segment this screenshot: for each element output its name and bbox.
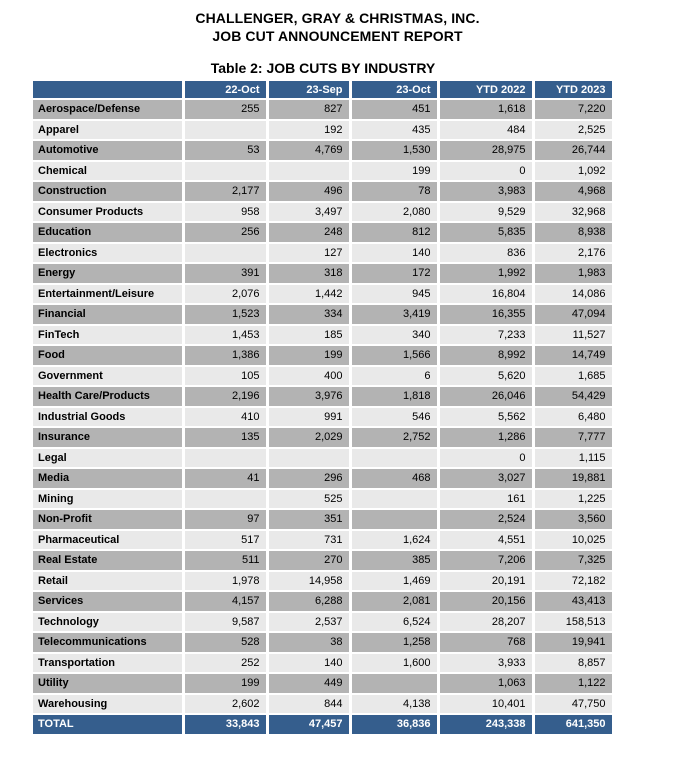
industry-cell: Financial xyxy=(33,304,183,325)
value-cell: 3,419 xyxy=(350,304,438,325)
value-cell xyxy=(183,489,267,510)
value-cell: 334 xyxy=(267,304,350,325)
value-cell: 4,138 xyxy=(350,694,438,715)
value-cell: 1,386 xyxy=(183,345,267,366)
value-cell: 11,527 xyxy=(533,325,613,346)
value-cell: 256 xyxy=(183,222,267,243)
value-cell: 28,207 xyxy=(438,612,533,633)
value-cell: 32,968 xyxy=(533,202,613,223)
value-cell: 26,744 xyxy=(533,140,613,161)
value-cell: 10,025 xyxy=(533,530,613,551)
industry-cell: Education xyxy=(33,222,183,243)
value-cell: 7,206 xyxy=(438,550,533,571)
table-row xyxy=(33,632,613,653)
value-cell: 1,286 xyxy=(438,427,533,448)
value-cell: 731 xyxy=(267,530,350,551)
value-cell: 199 xyxy=(267,345,350,366)
table-row xyxy=(33,243,613,264)
value-cell: 1,258 xyxy=(350,632,438,653)
value-cell: 140 xyxy=(267,653,350,674)
value-cell: 3,976 xyxy=(267,386,350,407)
value-cell: 6,480 xyxy=(533,407,613,428)
value-cell: 1,818 xyxy=(350,386,438,407)
value-cell: 449 xyxy=(267,673,350,694)
value-cell: 318 xyxy=(267,263,350,284)
value-cell: 528 xyxy=(183,632,267,653)
table-row xyxy=(33,489,613,510)
value-cell: 812 xyxy=(350,222,438,243)
value-cell: 1,063 xyxy=(438,673,533,694)
value-cell: 4,968 xyxy=(533,181,613,202)
table-row xyxy=(33,530,613,551)
value-cell: 945 xyxy=(350,284,438,305)
value-cell: 1,992 xyxy=(438,263,533,284)
value-cell: 991 xyxy=(267,407,350,428)
industry-cell: Entertainment/Leisure xyxy=(33,284,183,305)
value-cell: 511 xyxy=(183,550,267,571)
value-cell: 0 xyxy=(438,448,533,469)
value-cell: 2,525 xyxy=(533,120,613,141)
value-cell: 400 xyxy=(267,366,350,387)
industry-cell: Consumer Products xyxy=(33,202,183,223)
value-cell: 14,749 xyxy=(533,345,613,366)
value-cell: 546 xyxy=(350,407,438,428)
table-row xyxy=(33,140,613,161)
table-row xyxy=(33,325,613,346)
value-cell: 270 xyxy=(267,550,350,571)
value-cell: 158,513 xyxy=(533,612,613,633)
value-cell: 1,624 xyxy=(350,530,438,551)
table-header-row xyxy=(33,81,613,99)
value-cell: 3,560 xyxy=(533,509,613,530)
value-cell: 8,992 xyxy=(438,345,533,366)
value-cell: 72,182 xyxy=(533,571,613,592)
value-cell: 2,524 xyxy=(438,509,533,530)
value-cell: 20,156 xyxy=(438,591,533,612)
industry-cell: Retail xyxy=(33,571,183,592)
value-cell: 14,086 xyxy=(533,284,613,305)
value-cell: 1,469 xyxy=(350,571,438,592)
table-row xyxy=(33,304,613,325)
value-cell: 1,600 xyxy=(350,653,438,674)
value-cell: 9,529 xyxy=(438,202,533,223)
column-header-23-sep: 23-Sep xyxy=(267,81,350,99)
value-cell: 827 xyxy=(267,99,350,120)
table-row xyxy=(33,591,613,612)
value-cell: 1,983 xyxy=(533,263,613,284)
value-cell: 836 xyxy=(438,243,533,264)
column-header-industry xyxy=(33,81,183,99)
value-cell: 468 xyxy=(350,468,438,489)
value-cell: 9,587 xyxy=(183,612,267,633)
industry-cell: Non-Profit xyxy=(33,509,183,530)
total-label: TOTAL xyxy=(33,714,183,735)
industry-cell: Utility xyxy=(33,673,183,694)
total-row xyxy=(33,714,613,735)
industry-cell: Legal xyxy=(33,448,183,469)
value-cell xyxy=(183,120,267,141)
value-cell: 19,881 xyxy=(533,468,613,489)
value-cell: 296 xyxy=(267,468,350,489)
value-cell: 340 xyxy=(350,325,438,346)
value-cell: 78 xyxy=(350,181,438,202)
total-value-23-sep: 47,457 xyxy=(267,714,350,735)
value-cell: 2,602 xyxy=(183,694,267,715)
value-cell: 1,523 xyxy=(183,304,267,325)
table-row xyxy=(33,407,613,428)
industry-cell: Industrial Goods xyxy=(33,407,183,428)
value-cell: 19,941 xyxy=(533,632,613,653)
job-cuts-by-industry-table xyxy=(33,81,615,736)
value-cell: 496 xyxy=(267,181,350,202)
value-cell: 140 xyxy=(350,243,438,264)
table-row xyxy=(33,653,613,674)
value-cell: 10,401 xyxy=(438,694,533,715)
table-row xyxy=(33,386,613,407)
value-cell: 435 xyxy=(350,120,438,141)
industry-cell: Automotive xyxy=(33,140,183,161)
value-cell: 1,225 xyxy=(533,489,613,510)
value-cell: 4,769 xyxy=(267,140,350,161)
value-cell: 2,080 xyxy=(350,202,438,223)
value-cell: 2,177 xyxy=(183,181,267,202)
table-row xyxy=(33,612,613,633)
value-cell: 199 xyxy=(350,161,438,182)
column-header-ytd-2022: YTD 2022 xyxy=(438,81,533,99)
value-cell: 7,325 xyxy=(533,550,613,571)
table-row xyxy=(33,99,613,120)
value-cell xyxy=(350,489,438,510)
table-row xyxy=(33,202,613,223)
industry-cell: Services xyxy=(33,591,183,612)
industry-cell: Technology xyxy=(33,612,183,633)
column-header-23-oct: 23-Oct xyxy=(350,81,438,99)
value-cell: 1,115 xyxy=(533,448,613,469)
value-cell: 161 xyxy=(438,489,533,510)
value-cell: 1,122 xyxy=(533,673,613,694)
industry-cell: Electronics xyxy=(33,243,183,264)
table-row xyxy=(33,571,613,592)
total-value-ytd-2023: 641,350 xyxy=(533,714,613,735)
value-cell: 38 xyxy=(267,632,350,653)
value-cell: 53 xyxy=(183,140,267,161)
value-cell: 105 xyxy=(183,366,267,387)
value-cell: 5,835 xyxy=(438,222,533,243)
table-row xyxy=(33,550,613,571)
industry-cell: Transportation xyxy=(33,653,183,674)
industry-cell: Food xyxy=(33,345,183,366)
table-row xyxy=(33,284,613,305)
value-cell: 844 xyxy=(267,694,350,715)
value-cell: 1,978 xyxy=(183,571,267,592)
table-row xyxy=(33,694,613,715)
value-cell: 2,076 xyxy=(183,284,267,305)
value-cell: 248 xyxy=(267,222,350,243)
value-cell: 28,975 xyxy=(438,140,533,161)
value-cell: 192 xyxy=(267,120,350,141)
value-cell: 351 xyxy=(267,509,350,530)
value-cell xyxy=(267,161,350,182)
column-header-22-oct: 22-Oct xyxy=(183,81,267,99)
value-cell: 8,857 xyxy=(533,653,613,674)
value-cell: 5,562 xyxy=(438,407,533,428)
value-cell: 26,046 xyxy=(438,386,533,407)
value-cell: 43,413 xyxy=(533,591,613,612)
value-cell: 958 xyxy=(183,202,267,223)
value-cell xyxy=(183,448,267,469)
value-cell: 1,453 xyxy=(183,325,267,346)
company-title: CHALLENGER, GRAY & CHRISTMAS, INC. xyxy=(195,10,480,26)
value-cell: 517 xyxy=(183,530,267,551)
value-cell: 451 xyxy=(350,99,438,120)
value-cell: 484 xyxy=(438,120,533,141)
value-cell: 1,685 xyxy=(533,366,613,387)
industry-cell: Real Estate xyxy=(33,550,183,571)
table-title: Table 2: JOB CUTS BY INDUSTRY xyxy=(210,60,436,76)
industry-cell: Health Care/Products xyxy=(33,386,183,407)
industry-cell: Energy xyxy=(33,263,183,284)
value-cell: 47,750 xyxy=(533,694,613,715)
value-cell: 2,752 xyxy=(350,427,438,448)
value-cell: 252 xyxy=(183,653,267,674)
value-cell: 525 xyxy=(267,489,350,510)
industry-cell: Chemical xyxy=(33,161,183,182)
industry-cell: Aerospace/Defense xyxy=(33,99,183,120)
industry-table-section xyxy=(33,60,613,736)
table-row xyxy=(33,345,613,366)
value-cell: 47,094 xyxy=(533,304,613,325)
report-title: JOB CUT ANNOUNCEMENT REPORT xyxy=(212,28,463,44)
table-body xyxy=(33,99,613,714)
value-cell: 1,618 xyxy=(438,99,533,120)
value-cell: 16,355 xyxy=(438,304,533,325)
table-row xyxy=(33,366,613,387)
value-cell: 7,233 xyxy=(438,325,533,346)
table-row xyxy=(33,120,613,141)
value-cell xyxy=(350,673,438,694)
value-cell: 1,530 xyxy=(350,140,438,161)
industry-cell: Government xyxy=(33,366,183,387)
industry-cell: Media xyxy=(33,468,183,489)
value-cell: 3,497 xyxy=(267,202,350,223)
table-row xyxy=(33,181,613,202)
value-cell: 97 xyxy=(183,509,267,530)
value-cell: 1,566 xyxy=(350,345,438,366)
table-row xyxy=(33,448,613,469)
value-cell: 768 xyxy=(438,632,533,653)
value-cell: 127 xyxy=(267,243,350,264)
value-cell: 2,029 xyxy=(267,427,350,448)
value-cell: 135 xyxy=(183,427,267,448)
value-cell: 54,429 xyxy=(533,386,613,407)
total-value-ytd-2022: 243,338 xyxy=(438,714,533,735)
value-cell: 8,938 xyxy=(533,222,613,243)
value-cell: 14,958 xyxy=(267,571,350,592)
value-cell: 20,191 xyxy=(438,571,533,592)
value-cell: 1,442 xyxy=(267,284,350,305)
value-cell: 6,288 xyxy=(267,591,350,612)
value-cell: 41 xyxy=(183,468,267,489)
value-cell: 4,157 xyxy=(183,591,267,612)
value-cell xyxy=(350,448,438,469)
value-cell xyxy=(183,243,267,264)
value-cell: 172 xyxy=(350,263,438,284)
total-value-22-oct: 33,843 xyxy=(183,714,267,735)
value-cell: 3,933 xyxy=(438,653,533,674)
value-cell: 6 xyxy=(350,366,438,387)
value-cell: 2,537 xyxy=(267,612,350,633)
value-cell: 255 xyxy=(183,99,267,120)
value-cell xyxy=(350,509,438,530)
value-cell xyxy=(183,161,267,182)
value-cell: 391 xyxy=(183,263,267,284)
value-cell: 3,983 xyxy=(438,181,533,202)
value-cell: 2,081 xyxy=(350,591,438,612)
total-value-23-oct: 36,836 xyxy=(350,714,438,735)
value-cell: 6,524 xyxy=(350,612,438,633)
industry-cell: Warehousing xyxy=(33,694,183,715)
value-cell: 185 xyxy=(267,325,350,346)
table-row xyxy=(33,673,613,694)
value-cell: 0 xyxy=(438,161,533,182)
industry-cell: Apparel xyxy=(33,120,183,141)
industry-cell: Construction xyxy=(33,181,183,202)
value-cell: 5,620 xyxy=(438,366,533,387)
value-cell xyxy=(267,448,350,469)
industry-cell: Insurance xyxy=(33,427,183,448)
column-header-ytd-2023: YTD 2023 xyxy=(533,81,613,99)
table-row xyxy=(33,468,613,489)
value-cell: 410 xyxy=(183,407,267,428)
table-row xyxy=(33,222,613,243)
industry-cell: Telecommunications xyxy=(33,632,183,653)
table-row xyxy=(33,427,613,448)
table-row xyxy=(33,161,613,182)
value-cell: 7,220 xyxy=(533,99,613,120)
value-cell: 16,804 xyxy=(438,284,533,305)
industry-cell: Pharmaceutical xyxy=(33,530,183,551)
table-row xyxy=(33,263,613,284)
value-cell: 3,027 xyxy=(438,468,533,489)
value-cell: 4,551 xyxy=(438,530,533,551)
industry-cell: Mining xyxy=(33,489,183,510)
table-row xyxy=(33,509,613,530)
value-cell: 1,092 xyxy=(533,161,613,182)
value-cell: 7,777 xyxy=(533,427,613,448)
value-cell: 385 xyxy=(350,550,438,571)
value-cell: 199 xyxy=(183,673,267,694)
value-cell: 2,176 xyxy=(533,243,613,264)
industry-cell: FinTech xyxy=(33,325,183,346)
value-cell: 2,196 xyxy=(183,386,267,407)
